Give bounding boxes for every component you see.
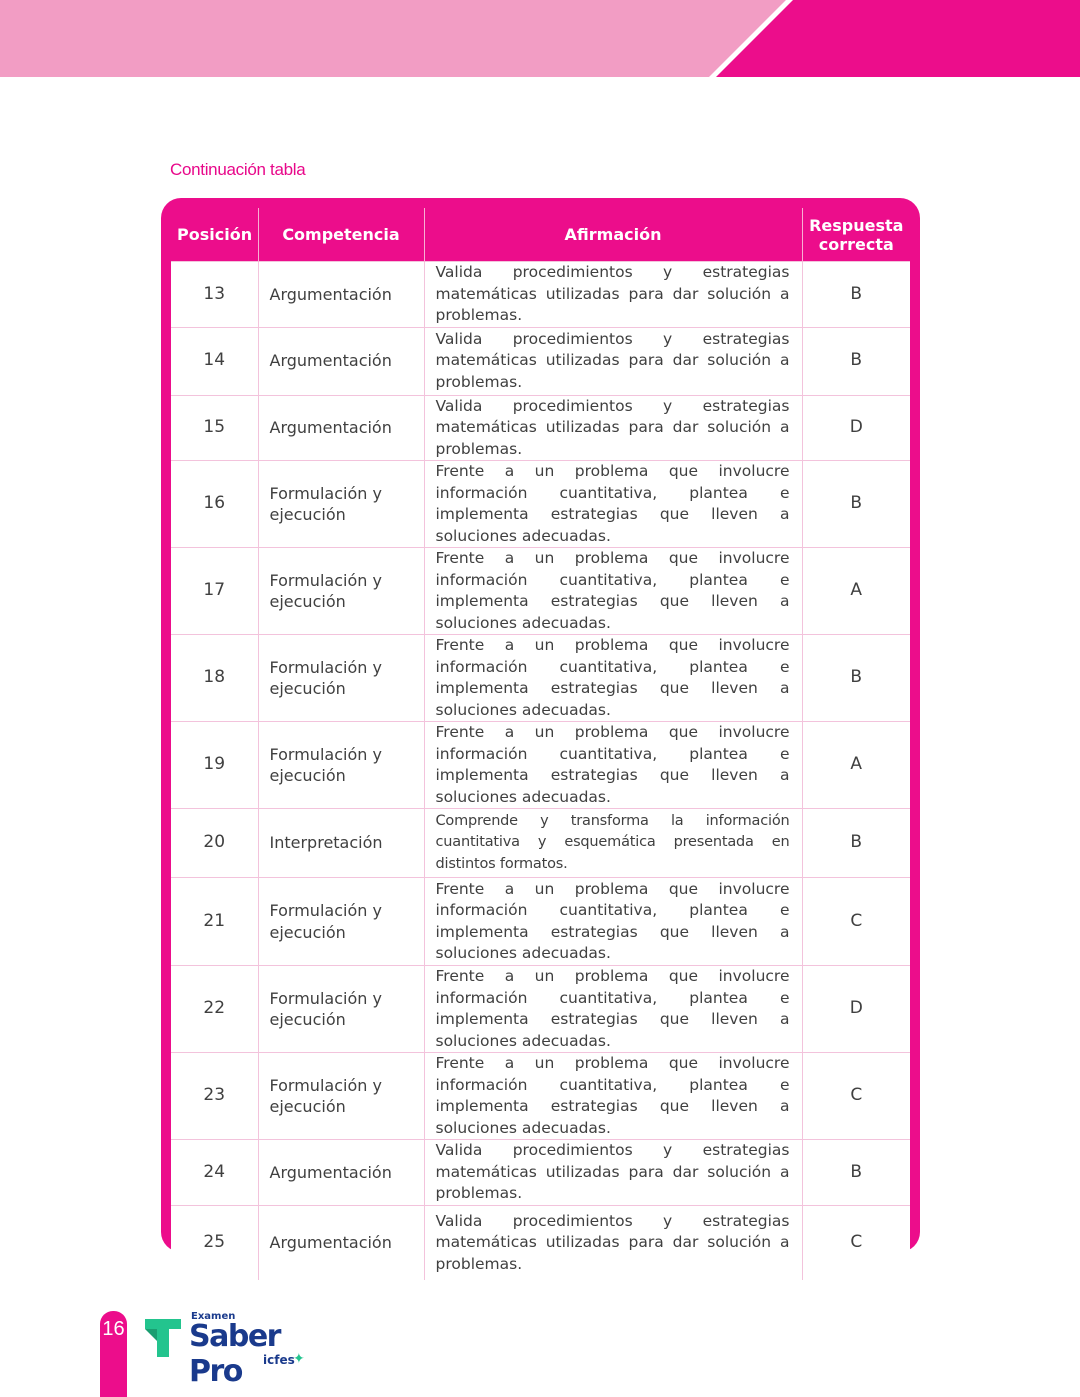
logo-examen-text: Examen [191, 1311, 236, 1322]
cell-competencia: Argumentación [258, 1205, 424, 1280]
answer-table-frame [161, 198, 920, 1273]
cell-respuesta: B [802, 461, 910, 548]
cell-posicion: 16 [171, 461, 258, 548]
cell-competencia: Argumentación [258, 395, 424, 461]
page-number: 16 [102, 1318, 125, 1340]
cell-respuesta: B [802, 809, 910, 878]
table-row [171, 1140, 910, 1206]
cell-competencia: Formulación y ejecución [258, 966, 424, 1053]
cell-competencia: Argumentación [258, 262, 424, 328]
icfes-star-icon: ✦ [293, 1351, 305, 1367]
cell-respuesta: B [802, 635, 910, 722]
cell-respuesta: A [802, 722, 910, 809]
cell-afirmacion: Valida procedimientos y estrategias matemáticas utilizadas para dar solución a problemas. [424, 1205, 802, 1280]
cell-competencia: Formulación y ejecución [258, 1053, 424, 1140]
cell-respuesta: B [802, 1140, 910, 1206]
cell-respuesta: D [802, 395, 910, 461]
cell-posicion: 14 [171, 327, 258, 395]
table-caption: Continuación tabla [170, 160, 306, 179]
table-row [171, 635, 910, 722]
cell-posicion: 17 [171, 548, 258, 635]
cell-posicion: 18 [171, 635, 258, 722]
cell-posicion: 22 [171, 966, 258, 1053]
cell-posicion: 25 [171, 1205, 258, 1280]
cell-respuesta: A [802, 548, 910, 635]
cell-competencia: Formulación y ejecución [258, 548, 424, 635]
cell-competencia: Argumentación [258, 327, 424, 395]
table-row [171, 461, 910, 548]
table-row [171, 1205, 910, 1280]
header-respuesta: Respuesta correcta [802, 208, 910, 262]
header-posicion: Posición [171, 208, 258, 262]
cell-afirmacion: Valida procedimientos y estrategias matemáticas utilizadas para dar solución a problemas. [424, 262, 802, 328]
cell-afirmacion: Frente a un problema que involucre información cuantitativa, plantea e implementa estrategias que lleven a soluciones adecuadas. [424, 461, 802, 548]
table-row [171, 548, 910, 635]
cell-posicion: 21 [171, 878, 258, 966]
cell-competencia: Formulación y ejecución [258, 722, 424, 809]
cell-afirmacion: Frente a un problema que involucre información cuantitativa, plantea e implementa estrategias que lleven a soluciones adecuadas. [424, 722, 802, 809]
cell-afirmacion: Comprende y transforma la información cuantitativa y esquemática presentada en distintos formatos. [424, 809, 802, 878]
cell-afirmacion: Frente a un problema que involucre información cuantitativa, plantea e implementa estrategias que lleven a soluciones adecuadas. [424, 1053, 802, 1140]
cell-afirmacion: Valida procedimientos y estrategias matemáticas utilizadas para dar solución a problemas. [424, 395, 802, 461]
cell-respuesta: C [802, 1053, 910, 1140]
cell-posicion: 23 [171, 1053, 258, 1140]
cell-respuesta: B [802, 327, 910, 395]
cell-respuesta: C [802, 1205, 910, 1280]
saber-pro-logo-icon [143, 1315, 187, 1361]
cell-posicion: 19 [171, 722, 258, 809]
cell-afirmacion: Frente a un problema que involucre información cuantitativa, plantea e implementa estrategias que lleven a soluciones adecuadas. [424, 635, 802, 722]
cell-competencia: Interpretación [258, 809, 424, 878]
logo-title: Saber Pro [189, 1319, 280, 1389]
cell-afirmacion: Frente a un problema que involucre información cuantitativa, plantea e implementa estrategias que lleven a soluciones adecuadas. [424, 548, 802, 635]
answer-table [171, 208, 910, 1280]
table-row [171, 395, 910, 461]
cell-competencia: Argumentación [258, 1140, 424, 1206]
table-row [171, 722, 910, 809]
table-row [171, 809, 910, 878]
saber-pro-logo [143, 1311, 323, 1389]
cell-afirmacion: Frente a un problema que involucre información cuantitativa, plantea e implementa estrategias que lleven a soluciones adecuadas. [424, 878, 802, 966]
cell-posicion: 15 [171, 395, 258, 461]
top-accent-shape [0, 0, 1080, 77]
cell-competencia: Formulación y ejecución [258, 635, 424, 722]
cell-posicion: 20 [171, 809, 258, 878]
table-header-row [171, 208, 910, 262]
cell-competencia: Formulación y ejecución [258, 461, 424, 548]
cell-posicion: 13 [171, 262, 258, 328]
cell-posicion: 24 [171, 1140, 258, 1206]
logo-brand: icfes [263, 1353, 295, 1367]
table-row [171, 262, 910, 328]
table-row [171, 327, 910, 395]
cell-afirmacion: Frente a un problema que involucre información cuantitativa, plantea e implementa estrategias que lleven a soluciones adecuadas. [424, 966, 802, 1053]
table-row [171, 1053, 910, 1140]
table-row [171, 966, 910, 1053]
cell-respuesta: D [802, 966, 910, 1053]
header-competencia: Competencia [258, 208, 424, 262]
header-afirmacion: Afirmación [424, 208, 802, 262]
table-row [171, 878, 910, 966]
cell-afirmacion: Valida procedimientos y estrategias matemáticas utilizadas para dar solución a problemas. [424, 1140, 802, 1206]
cell-afirmacion: Valida procedimientos y estrategias matemáticas utilizadas para dar solución a problemas. [424, 327, 802, 395]
cell-respuesta: C [802, 878, 910, 966]
cell-respuesta: B [802, 262, 910, 328]
cell-competencia: Formulación y ejecución [258, 878, 424, 966]
